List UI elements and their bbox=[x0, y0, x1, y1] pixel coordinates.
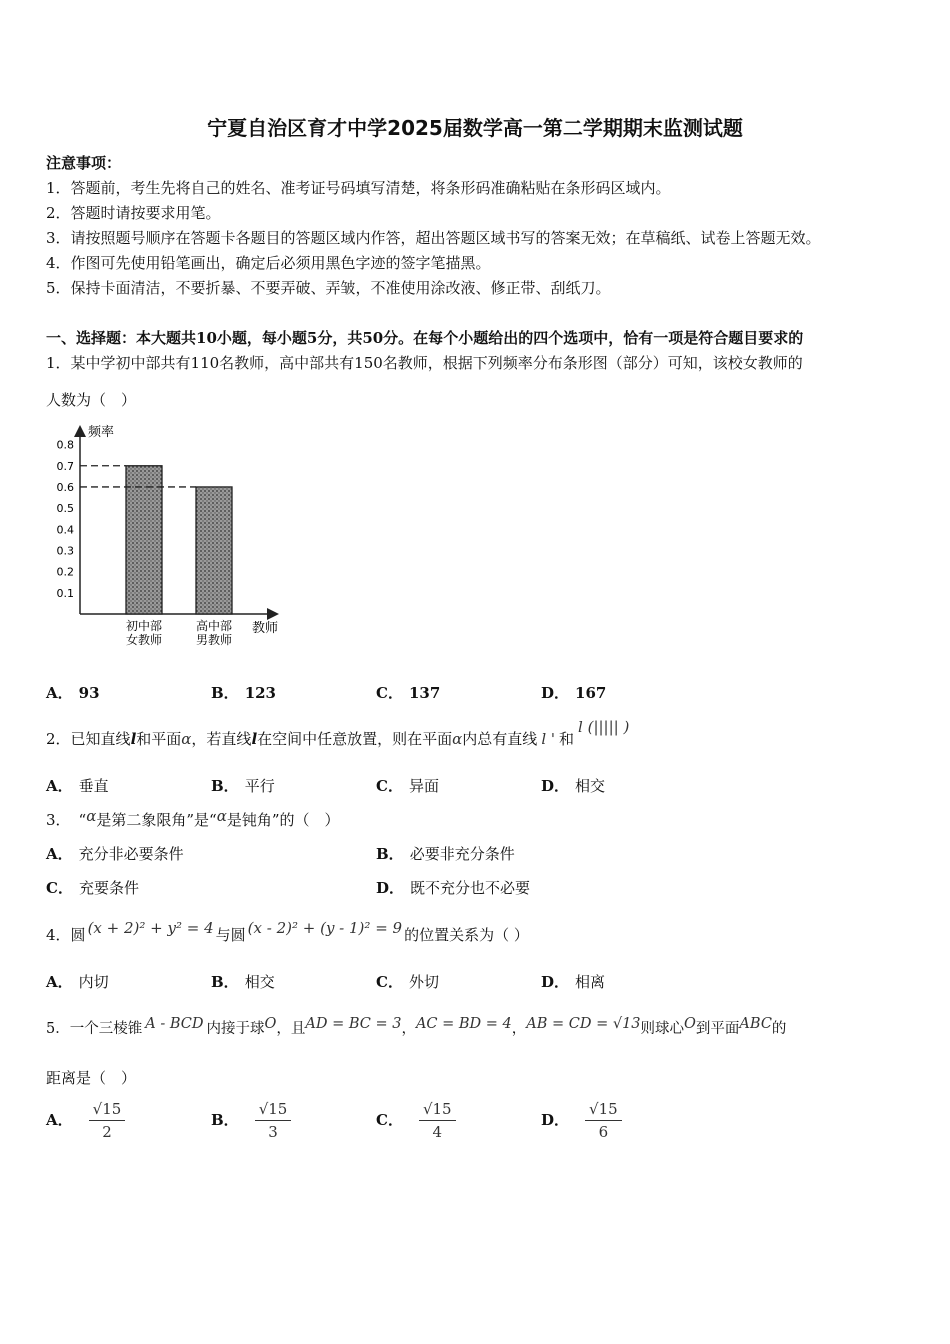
math-var: α bbox=[216, 807, 227, 825]
category-label: 初中部 bbox=[125, 619, 163, 633]
option-c[interactable] bbox=[376, 971, 439, 992]
math-var: α bbox=[452, 730, 463, 748]
option-b[interactable] bbox=[376, 843, 515, 864]
option-a[interactable] bbox=[46, 682, 100, 703]
text: ， bbox=[511, 1021, 527, 1037]
page-title: 宁夏自治区育才中学2025届数学高一第二学期期末监测试题 bbox=[207, 116, 743, 140]
option-label: A． bbox=[46, 684, 73, 702]
bar bbox=[126, 466, 162, 614]
option-d[interactable] bbox=[376, 877, 530, 898]
option-label: B． bbox=[211, 973, 239, 991]
question-number: 4． bbox=[46, 926, 71, 944]
text: “ bbox=[78, 811, 87, 829]
notice-item: 4．作图可先使用铅笔画出，确定后必须用黑色字迹的签字笔描黑。 bbox=[46, 254, 491, 272]
option-label: C． bbox=[376, 777, 403, 795]
option-label: A． bbox=[46, 1110, 73, 1129]
question-number: 3． bbox=[46, 811, 71, 829]
option-label: C． bbox=[376, 684, 403, 702]
denominator: 3 bbox=[268, 1123, 278, 1141]
numerator: √15 bbox=[419, 1100, 456, 1121]
option-label: D． bbox=[376, 879, 405, 897]
notice-item: 2．答题时请按要求用笔。 bbox=[46, 204, 221, 222]
option-d[interactable] bbox=[541, 775, 605, 796]
text: 在空间中任意放置，则在平面 bbox=[257, 730, 453, 748]
question-number: 2． bbox=[46, 730, 71, 748]
option-text: 充分非必要条件 bbox=[78, 845, 184, 863]
text: 是钝角”的（ ） bbox=[226, 811, 340, 829]
question-number: 5． bbox=[46, 1021, 70, 1037]
y-tick-label: 0.2 bbox=[56, 565, 74, 579]
question-2-text bbox=[46, 718, 630, 749]
option-label: A． bbox=[46, 973, 73, 991]
option-b[interactable] bbox=[211, 1100, 291, 1141]
math-var: l bbox=[251, 730, 258, 748]
y-axis-label: 频率 bbox=[88, 425, 115, 440]
option-text: 必要非充分条件 bbox=[409, 845, 515, 863]
category-label: 高中部 bbox=[195, 619, 233, 633]
text: ， bbox=[401, 1021, 416, 1037]
option-label: D． bbox=[541, 973, 570, 991]
text: 与圆 bbox=[215, 926, 246, 944]
option-d[interactable] bbox=[541, 1100, 622, 1141]
math-var: α bbox=[86, 807, 97, 825]
option-label: C． bbox=[46, 879, 73, 897]
denominator: 6 bbox=[598, 1123, 609, 1141]
y-tick-label: 0.4 bbox=[56, 523, 74, 537]
option-label: D． bbox=[541, 777, 570, 795]
question-1-text: 1．某中学初中部共有110名教师，高中部共有150名教师，根据下列频率分布条形图（部分）可知，该校女教师的 bbox=[46, 354, 803, 372]
option-text: 93 bbox=[78, 684, 100, 702]
math-expression: (x - 2)² + (y - 1)² = 9 bbox=[247, 919, 403, 937]
math-var: l bbox=[130, 730, 137, 748]
y-tick-label: 0.6 bbox=[56, 480, 74, 494]
fraction bbox=[255, 1100, 292, 1141]
option-text: 外切 bbox=[408, 973, 439, 991]
text: 和平面 bbox=[136, 730, 182, 748]
question-5-text-cont: 距离是（ ） bbox=[46, 1069, 137, 1087]
text: 和 bbox=[559, 730, 575, 748]
fraction bbox=[585, 1100, 622, 1141]
question-5-text bbox=[46, 1017, 786, 1038]
y-tick-label: 0.7 bbox=[56, 459, 74, 473]
numerator: √15 bbox=[89, 1100, 126, 1121]
option-label: C． bbox=[376, 1110, 403, 1129]
text: 到平面 bbox=[695, 1021, 740, 1037]
math-expression: AC = BD = 4 bbox=[415, 1016, 512, 1032]
notice-item: 5．保持卡面清洁，不要折暴、不要弄破、弄皱，不准使用涂改液、修正带、刮纸刀。 bbox=[46, 279, 611, 297]
notice-heading: 注意事项： bbox=[46, 154, 122, 172]
option-label: B． bbox=[211, 684, 239, 702]
frequency-bar-chart bbox=[40, 418, 290, 653]
option-c[interactable] bbox=[376, 682, 440, 703]
math-var: α bbox=[181, 730, 192, 748]
option-label: C． bbox=[376, 973, 403, 991]
math-expression: A - BCD bbox=[145, 1016, 204, 1032]
text: 则球心 bbox=[640, 1021, 685, 1037]
text: ，若直线 bbox=[191, 730, 252, 748]
question-3-text bbox=[46, 809, 340, 830]
y-tick-label: 0.1 bbox=[56, 586, 74, 600]
option-label: A． bbox=[46, 845, 73, 863]
option-text: 相交 bbox=[244, 973, 275, 991]
text: 一个三棱锥 bbox=[69, 1021, 143, 1037]
option-a[interactable] bbox=[46, 971, 109, 992]
math-expression: ABC bbox=[739, 1016, 772, 1032]
option-text: 既不充分也不必要 bbox=[410, 879, 531, 897]
option-text: 相交 bbox=[575, 777, 606, 795]
option-label: B． bbox=[211, 777, 239, 795]
option-text: 内切 bbox=[78, 973, 109, 991]
text: 的位置关系为（ ） bbox=[404, 926, 529, 944]
option-text: 137 bbox=[408, 684, 441, 702]
text: 内总有直线 bbox=[462, 730, 538, 748]
numerator: √15 bbox=[585, 1100, 622, 1121]
option-d[interactable] bbox=[541, 971, 605, 992]
section-heading: 一、选择题：本大题共10小题，每小题5分，共50分。在每个小题给出的四个选项中，恰有一项是符合题目要求的 bbox=[46, 329, 804, 347]
y-tick-label: 0.8 bbox=[56, 438, 74, 452]
category-label: 男教师 bbox=[195, 633, 233, 647]
option-label: D． bbox=[541, 684, 570, 702]
y-tick-label: 0.3 bbox=[56, 544, 74, 558]
fraction bbox=[419, 1100, 456, 1141]
option-a[interactable] bbox=[46, 843, 184, 864]
option-text: 相离 bbox=[575, 973, 606, 991]
math-expression: AB = CD = √13 bbox=[526, 1016, 641, 1032]
x-axis-label: 教师 bbox=[252, 621, 279, 636]
question-1-text-cont: 人数为（ ） bbox=[46, 391, 137, 409]
option-a[interactable] bbox=[46, 1100, 125, 1141]
option-c[interactable] bbox=[376, 775, 439, 796]
option-b[interactable] bbox=[211, 775, 275, 796]
y-tick-label: 0.5 bbox=[56, 502, 74, 516]
denominator: 2 bbox=[102, 1123, 112, 1141]
option-b[interactable] bbox=[211, 971, 275, 992]
option-text: 平行 bbox=[244, 777, 275, 795]
option-c[interactable] bbox=[46, 877, 139, 898]
option-text: 167 bbox=[575, 684, 607, 702]
text: 内接于球 bbox=[206, 1021, 265, 1037]
option-text: 充要条件 bbox=[78, 879, 139, 897]
option-label: B． bbox=[376, 845, 404, 863]
option-a[interactable] bbox=[46, 775, 109, 796]
notice-item: 1．答题前，考生先将自己的姓名、准考证号码填写清楚，将条形码准确粘贴在条形码区域内。 bbox=[46, 179, 671, 197]
option-text: 异面 bbox=[408, 777, 439, 795]
option-text: 垂直 bbox=[78, 777, 109, 795]
bar bbox=[196, 487, 232, 614]
option-label: D． bbox=[541, 1110, 570, 1129]
option-text: 123 bbox=[244, 684, 276, 702]
text: 已知直线 bbox=[70, 730, 131, 748]
math-expression: (x + 2)² + y² = 4 bbox=[87, 919, 214, 937]
text: ，且 bbox=[276, 1021, 306, 1037]
option-c[interactable] bbox=[376, 1100, 456, 1141]
fraction bbox=[89, 1100, 126, 1141]
text: 圆 bbox=[70, 926, 86, 944]
denominator: 4 bbox=[432, 1123, 443, 1141]
option-b[interactable] bbox=[211, 682, 276, 703]
math-var: O bbox=[684, 1016, 696, 1032]
notice-item: 3．请按照题号顺序在答题卡各题目的答题区域内作答，超出答题区域书写的答案无效；在草稿纸、试卷上答题无效。 bbox=[46, 229, 821, 247]
option-d[interactable] bbox=[541, 682, 606, 703]
math-expression: AD = BC = 3 bbox=[305, 1016, 402, 1032]
option-label: B． bbox=[211, 1110, 239, 1129]
option-label: A． bbox=[46, 777, 73, 795]
text: 的 bbox=[771, 1021, 787, 1037]
math-var: l ' bbox=[541, 730, 556, 748]
numerator: √15 bbox=[255, 1100, 292, 1121]
math-expression: l (||||| ) bbox=[578, 718, 630, 736]
question-4-text bbox=[46, 919, 529, 945]
math-var: O bbox=[264, 1016, 277, 1032]
text: 是第二象限角”是“ bbox=[96, 811, 217, 829]
category-label: 女教师 bbox=[125, 633, 163, 647]
